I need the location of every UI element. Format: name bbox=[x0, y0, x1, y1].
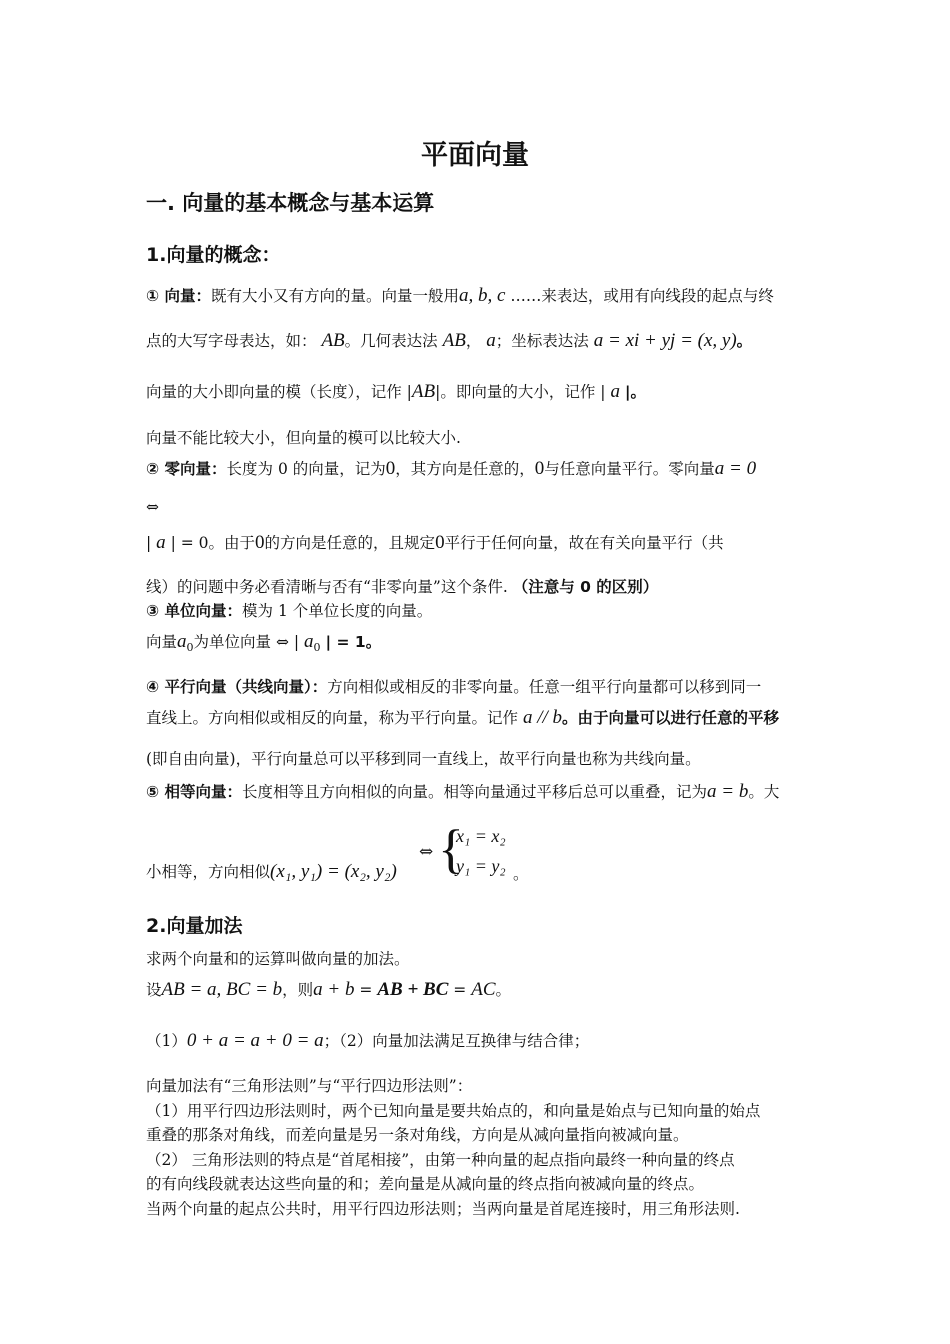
text: 长度相等且方向相似的向量。相等向量通过平移后总可以重叠，记为 bbox=[242, 783, 708, 801]
math-abc: a, b, c bbox=[459, 285, 506, 306]
paragraph-parallel-notation bbox=[146, 708, 779, 728]
text: 向量的大小即向量的模（长度），记作 | bbox=[146, 383, 412, 401]
term-zero-vector: ② 零向量： bbox=[146, 460, 227, 478]
paragraph-equal-coords bbox=[146, 862, 397, 882]
text: 线）的问题中务必看清晰与否有“非零向量”这个条件. bbox=[146, 578, 508, 596]
text: 与任意向量平行。零向量 bbox=[544, 460, 715, 478]
math-a0: a bbox=[177, 631, 187, 652]
text: ；坐标表达法 bbox=[495, 332, 589, 350]
paragraph-parallel-vector bbox=[146, 677, 761, 697]
math-coords-equal: (x₁, y₁) = (x₂, y₂) bbox=[270, 861, 397, 882]
text: | bbox=[293, 633, 300, 651]
subsection-heading-concept: 1.向量的概念： bbox=[146, 244, 281, 266]
paragraph-addition-formula bbox=[146, 980, 511, 1000]
paragraph-equal-vector bbox=[146, 782, 779, 802]
math-a-eq-0: a = 0 bbox=[714, 458, 757, 479]
text: 设 bbox=[146, 981, 162, 999]
brace-symbol: { bbox=[438, 819, 464, 879]
paragraph-compare: 向量不能比较大小，但向量的模可以比较大小. bbox=[146, 429, 461, 447]
text: = bbox=[448, 981, 472, 999]
paragraph-triangle-2: 的有向线段就表达这些向量的和；差向量是从减向量的终点指向被减向量的终点。 bbox=[146, 1175, 705, 1193]
text: |。 bbox=[624, 383, 647, 401]
paragraph-addition-laws bbox=[146, 1031, 589, 1051]
text: |。即向量的大小，记作 | bbox=[435, 383, 606, 401]
math-a: a bbox=[486, 330, 496, 351]
subscript: 0 bbox=[313, 641, 321, 654]
text: 方向相似或相反的非零向量。任意一组平行向量都可以移到同一 bbox=[327, 678, 762, 696]
iff-symbol: ⇔ bbox=[146, 498, 159, 516]
math-system-row-1: x₁ = x₂ bbox=[456, 826, 506, 846]
math-a-plus-b: a + b bbox=[313, 979, 355, 1000]
subsection-heading-addition: 2.向量加法 bbox=[146, 915, 243, 937]
text: | = 0。由于 bbox=[170, 534, 256, 552]
term-unit-vector: ③ 单位向量： bbox=[146, 602, 243, 620]
paragraph-zero-direction bbox=[146, 533, 724, 553]
math-zero: 0 bbox=[435, 532, 445, 553]
paragraph-unit-vector bbox=[146, 601, 432, 621]
math-zero: 0 bbox=[385, 458, 396, 479]
text: ，其方向是任意的， bbox=[395, 460, 535, 478]
term-vector: ① 向量： bbox=[146, 287, 212, 305]
paragraph-addition-def: 求两个向量和的运算叫做向量的加法。 bbox=[146, 950, 410, 968]
math-zero: 0 bbox=[255, 532, 265, 553]
page-title: 平面向量 bbox=[421, 140, 529, 171]
paragraph-triangle-1: （2） 三角形法则的特点是“首尾相接”，由第一种向量的起点指向最终一种向量的终点 bbox=[146, 1151, 735, 1169]
math-AB: AB bbox=[321, 330, 345, 351]
paragraph-nonzero-note bbox=[146, 577, 658, 597]
term-parallel-vector: ④ 平行向量（共线向量）： bbox=[146, 678, 328, 696]
text: 既有大小又有方向的量。向量一般用 bbox=[211, 287, 460, 305]
math-AC: AC bbox=[471, 979, 496, 1000]
text: 直线上。方向相似或相反的向量，称为平行向量。记作 bbox=[146, 709, 519, 727]
math-a0: a bbox=[304, 631, 314, 652]
text: 点的大写字母表达，如： bbox=[146, 332, 317, 350]
math-a: a bbox=[610, 381, 620, 402]
text: | bbox=[146, 534, 152, 552]
text: 。 bbox=[513, 865, 529, 883]
math-AB: AB bbox=[442, 330, 466, 351]
paragraph-modulus bbox=[146, 382, 646, 402]
math-a: a bbox=[156, 532, 166, 553]
paragraph-vector-notation bbox=[146, 331, 752, 351]
paragraph-parallelogram-2: 重叠的那条对角线，而差向量是另一条对角线，方向是从减向量指向被减向量。 bbox=[146, 1126, 689, 1144]
text: 。大 bbox=[748, 783, 780, 801]
text: 。由于向量可以进行任意的平移 bbox=[562, 709, 780, 727]
text: | = 1。 bbox=[325, 633, 382, 651]
math-system-row-2: y₁ = y₂ bbox=[456, 856, 506, 876]
text: 的方向是任意的，且规定 bbox=[264, 534, 436, 552]
paragraph-parallelogram-1: （1）用平行四边形法则时，两个已知向量是要共始点的，和向量是始点与已知向量的始点 bbox=[146, 1102, 761, 1120]
text: = bbox=[354, 981, 378, 999]
text: 长度为 0 的向量，记为 bbox=[226, 460, 386, 478]
text: 平行于任何向量，故在有关向量平行（共 bbox=[444, 534, 724, 552]
text: ；（2）向量加法满足互换律与结合律； bbox=[323, 1032, 590, 1050]
math-AB-plus-BC: AB + BC bbox=[377, 979, 449, 1000]
term-equal-vector: ⑤ 相等向量： bbox=[146, 783, 243, 801]
note-bold: （注意与 0 的区别） bbox=[512, 578, 659, 596]
text: ，则 bbox=[282, 981, 314, 999]
text: 小相等，方向相似 bbox=[146, 863, 271, 881]
math-AB: AB bbox=[411, 381, 436, 402]
subscript: 0 bbox=[186, 641, 194, 654]
text: 为单位向量 ⇔ bbox=[193, 633, 289, 651]
text: 模为 1 个单位长度的向量。 bbox=[242, 602, 433, 620]
paragraph-unit-iff bbox=[146, 632, 381, 658]
text: 。几何表达法 bbox=[344, 332, 438, 350]
math-AB-a-BC-b: AB = a, BC = b bbox=[161, 979, 283, 1000]
paragraph-free-vector: (即自由向量)，平行向量总可以平移到同一直线上，故平行向量也称为共线向量。 bbox=[146, 750, 701, 768]
paragraph-vector-def bbox=[146, 286, 774, 306]
text: 。 bbox=[495, 981, 512, 999]
section-heading: 一. 向量的基本概念与基本运算 bbox=[146, 191, 435, 215]
text: 向量 bbox=[146, 633, 178, 651]
math-zero-identity: 0 + a = a + 0 = a bbox=[186, 1030, 324, 1051]
text: ， bbox=[465, 332, 482, 350]
paragraph-rule-choice: 当两个向量的起点公共时，用平行四边形法则；当两向量是首尾连接时，用三角形法则. bbox=[146, 1200, 740, 1218]
text: ……来表达，或用有向线段的起点与终 bbox=[505, 287, 774, 305]
iff-symbol: ⇔ bbox=[419, 842, 434, 862]
text: 。 bbox=[736, 332, 753, 350]
math-a-parallel-b: a // b bbox=[522, 707, 563, 728]
math-coordinate: a = xi + yj = (x, y) bbox=[593, 330, 737, 351]
math-zero: 0 bbox=[534, 458, 545, 479]
text: （1） bbox=[146, 1032, 187, 1050]
paragraph-rules-intro: 向量加法有“三角形法则”与“平行四边形法则”： bbox=[146, 1077, 473, 1095]
paragraph-zero-vector bbox=[146, 459, 756, 479]
math-a-eq-b: a = b bbox=[707, 781, 749, 802]
